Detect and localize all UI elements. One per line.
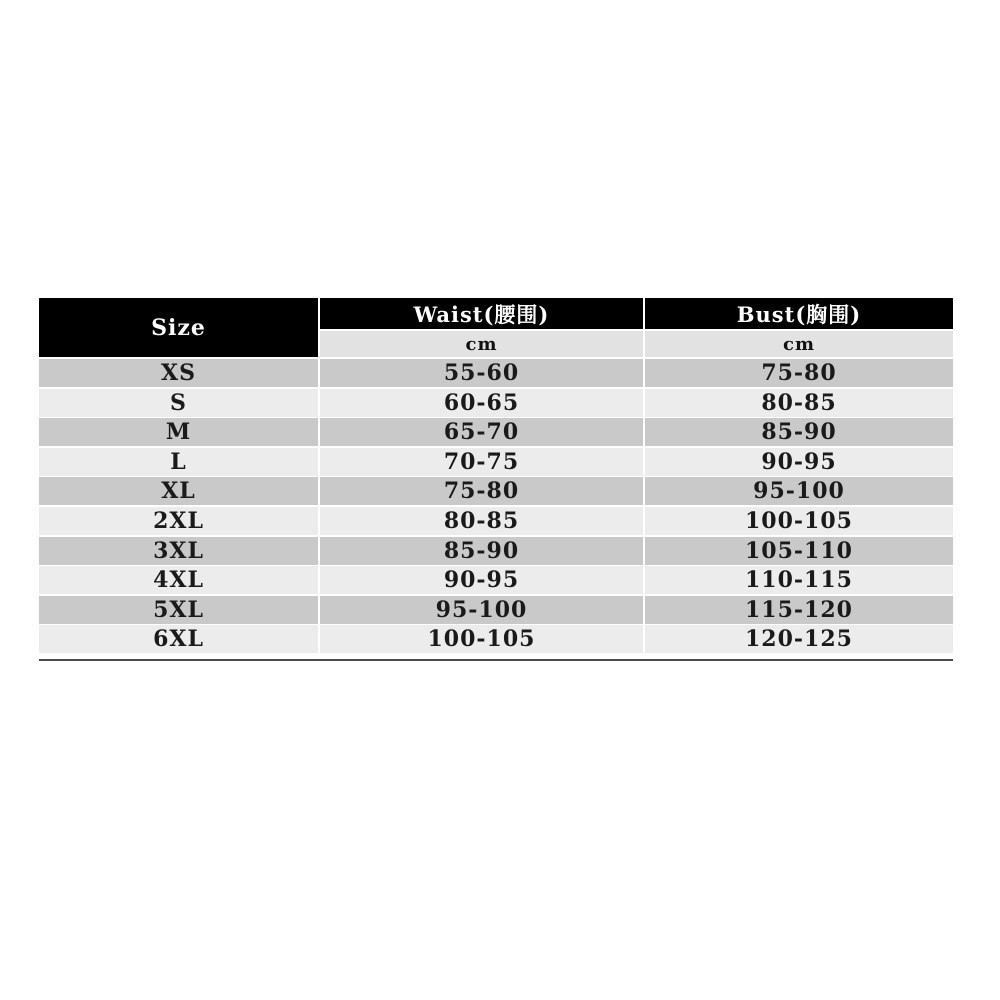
waist-cell: 65-70 bbox=[320, 418, 643, 446]
bust-cell: 110-115 bbox=[645, 566, 953, 594]
bust-cell: 100-105 bbox=[645, 507, 953, 535]
waist-cell: 90-95 bbox=[320, 566, 643, 594]
bust-header: Bust(胸围) bbox=[645, 298, 953, 329]
waist-cell: 85-90 bbox=[320, 537, 643, 565]
waist-header: Waist(腰围) bbox=[320, 298, 643, 329]
waist-cell: 60-65 bbox=[320, 389, 643, 417]
size-cell: 5XL bbox=[39, 596, 318, 624]
waist-cell: 75-80 bbox=[320, 477, 643, 505]
size-cell: XS bbox=[39, 359, 318, 387]
size-cell: XL bbox=[39, 477, 318, 505]
waist-cell: 100-105 bbox=[320, 625, 643, 653]
waist-cell: 55-60 bbox=[320, 359, 643, 387]
waist-cell: 95-100 bbox=[320, 596, 643, 624]
size-cell: 2XL bbox=[39, 507, 318, 535]
bust-cell: 95-100 bbox=[645, 477, 953, 505]
waist-unit: cm bbox=[320, 331, 643, 357]
bust-cell: 115-120 bbox=[645, 596, 953, 624]
bust-cell: 75-80 bbox=[645, 359, 953, 387]
waist-cell: 80-85 bbox=[320, 507, 643, 535]
size-cell: M bbox=[39, 418, 318, 446]
size-cell: 4XL bbox=[39, 566, 318, 594]
bust-cell: 105-110 bbox=[645, 537, 953, 565]
bust-cell: 80-85 bbox=[645, 389, 953, 417]
bust-unit: cm bbox=[645, 331, 953, 357]
size-cell: 3XL bbox=[39, 537, 318, 565]
size-cell: L bbox=[39, 448, 318, 476]
bust-cell: 120-125 bbox=[645, 625, 953, 653]
size-cell: 6XL bbox=[39, 625, 318, 653]
size-chart-table bbox=[39, 298, 953, 660]
size-header: Size bbox=[39, 298, 318, 357]
bust-cell: 85-90 bbox=[645, 418, 953, 446]
size-cell: S bbox=[39, 389, 318, 417]
waist-cell: 70-75 bbox=[320, 448, 643, 476]
table-bottom-border bbox=[39, 659, 953, 661]
bust-cell: 90-95 bbox=[645, 448, 953, 476]
